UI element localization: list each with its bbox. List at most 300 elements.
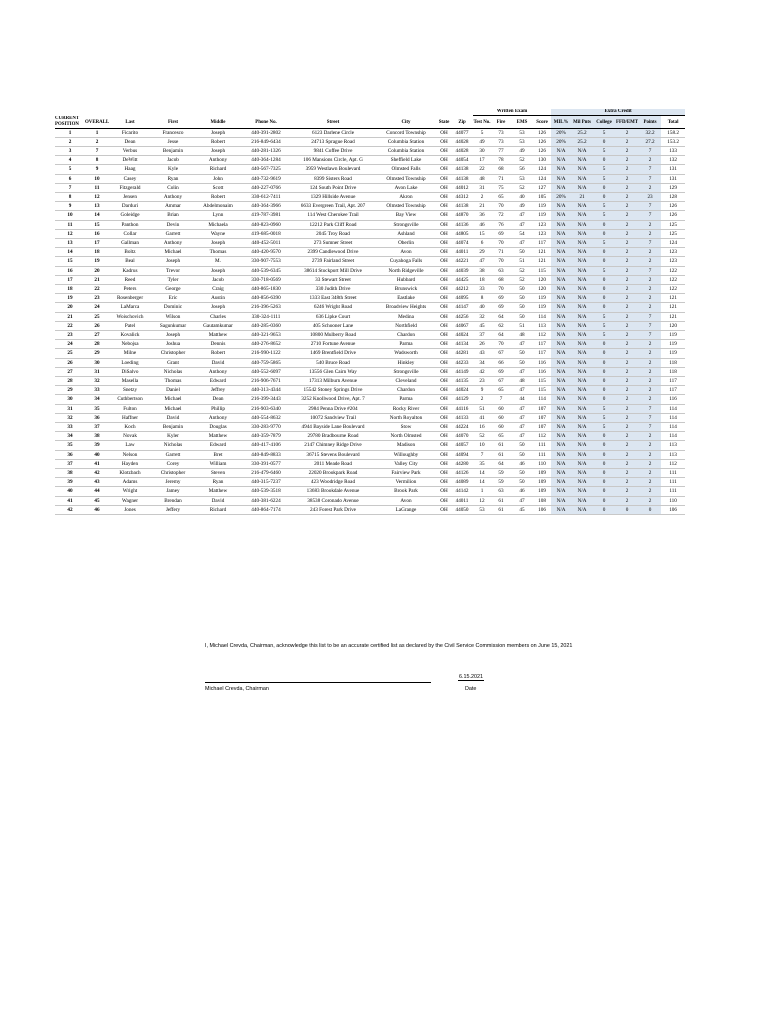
- cell-state: OH: [437, 478, 451, 487]
- cell-current-position: 27: [55, 367, 85, 376]
- cell-ffd-emt: 2: [615, 202, 639, 211]
- cell-fire: 61: [491, 450, 511, 459]
- cell-ems: 50: [511, 248, 533, 257]
- cell-ems: 47: [511, 340, 533, 349]
- cell-overall: 38: [85, 432, 109, 441]
- cell-total: 122: [661, 266, 685, 275]
- cell-fire: 68: [491, 165, 511, 174]
- cell-current-position: 7: [55, 183, 85, 192]
- col-ems: EMS: [511, 116, 533, 129]
- cell-college: 0: [593, 395, 615, 404]
- cell-total: 122: [661, 275, 685, 284]
- table-row: [55, 478, 685, 487]
- table-row: [55, 469, 685, 478]
- cell-college: 0: [593, 229, 615, 238]
- cell-street: 540 Bruce Road: [291, 358, 375, 367]
- cell-middle: Austin: [195, 294, 241, 303]
- cell-first: Michael: [151, 248, 195, 257]
- cell-score: 124: [533, 174, 551, 183]
- cell-zip: 44011: [451, 496, 473, 505]
- cell-zip: 44147: [451, 303, 473, 312]
- cell-test-no: 14: [473, 478, 491, 487]
- cell-mil: N/A: [551, 275, 571, 284]
- cell-mil-pnts: N/A: [571, 340, 593, 349]
- cell-points: 7: [639, 423, 661, 432]
- cell-phone: 440-364-3966: [241, 202, 291, 211]
- cell-points: 7: [639, 404, 661, 413]
- cell-state: OH: [437, 156, 451, 165]
- cell-city: Strongsville: [375, 220, 437, 229]
- cell-ffd-emt: 2: [615, 478, 639, 487]
- cell-street: 3252 Knollwood Drive, Apt. 7: [291, 395, 375, 404]
- cell-phone: 216-396-5263: [241, 303, 291, 312]
- cell-current-position: 8: [55, 192, 85, 201]
- cell-mil-pnts: N/A: [571, 441, 593, 450]
- cell-city: Parma: [375, 340, 437, 349]
- cell-fire: 73: [491, 137, 511, 146]
- cell-city: Cleveland: [375, 376, 437, 385]
- cell-last: Wright: [109, 487, 151, 496]
- cell-ffd-emt: 2: [615, 413, 639, 422]
- cell-state: OH: [437, 358, 451, 367]
- cell-city: Akron: [375, 192, 437, 201]
- cell-ems: 47: [511, 220, 533, 229]
- cell-current-position: 35: [55, 441, 85, 450]
- cell-mil: N/A: [551, 183, 571, 192]
- cell-test-no: 47: [473, 257, 491, 266]
- cell-middle: Joseph: [195, 238, 241, 247]
- cell-test-no: 8: [473, 294, 491, 303]
- cell-phone: 216-903-6340: [241, 404, 291, 413]
- cell-zip: 44039: [451, 266, 473, 275]
- cell-mil-pnts: N/A: [571, 432, 593, 441]
- cell-mil-pnts: N/A: [571, 358, 593, 367]
- cell-mil: N/A: [551, 478, 571, 487]
- cell-zip: 44116: [451, 404, 473, 413]
- cell-last: Verbus: [109, 146, 151, 155]
- cell-city: Avon: [375, 496, 437, 505]
- cell-score: 115: [533, 266, 551, 275]
- cell-test-no: 10: [473, 441, 491, 450]
- cell-current-position: 32: [55, 413, 85, 422]
- cell-middle: Abdelmonaim: [195, 202, 241, 211]
- cell-college: 5: [593, 330, 615, 339]
- cell-zip: 44425: [451, 275, 473, 284]
- cell-city: North Royalton: [375, 413, 437, 422]
- cell-ffd-emt: 2: [615, 183, 639, 192]
- cell-state: OH: [437, 386, 451, 395]
- cell-points: 7: [639, 413, 661, 422]
- cell-phone: 440-420-9570: [241, 248, 291, 257]
- cell-points: 32.2: [639, 128, 661, 137]
- cell-fire: 70: [491, 202, 511, 211]
- cell-score: 119: [533, 303, 551, 312]
- cell-points: 7: [639, 146, 661, 155]
- cell-college: 0: [593, 441, 615, 450]
- cell-last: Masella: [109, 376, 151, 385]
- cell-score: 111: [533, 441, 551, 450]
- date-value: 6.15.2021: [459, 674, 483, 680]
- cell-ems: 50: [511, 441, 533, 450]
- cell-first: Colin: [151, 183, 195, 192]
- written-exam-group: Written Exam: [473, 109, 551, 116]
- cell-total: 153.2: [661, 137, 685, 146]
- cell-current-position: 30: [55, 395, 85, 404]
- cell-phone: 440-364-1284: [241, 156, 291, 165]
- cell-fire: 70: [491, 257, 511, 266]
- cell-first: Garrett: [151, 450, 195, 459]
- cell-mil-pnts: N/A: [571, 376, 593, 385]
- cell-state: OH: [437, 330, 451, 339]
- cell-overall: 39: [85, 441, 109, 450]
- cell-test-no: 2: [473, 395, 491, 404]
- cell-overall: 43: [85, 478, 109, 487]
- cell-last: Ficarito: [109, 128, 151, 137]
- cell-test-no: 2: [473, 192, 491, 201]
- cell-city: Oberlin: [375, 238, 437, 247]
- cell-current-position: 25: [55, 349, 85, 358]
- cell-first: Devin: [151, 220, 195, 229]
- cell-first: Michael: [151, 395, 195, 404]
- cell-zip: 44089: [451, 478, 473, 487]
- cell-fire: 62: [491, 321, 511, 330]
- cell-mil-pnts: N/A: [571, 156, 593, 165]
- cell-city: North Ridgeville: [375, 266, 437, 275]
- cell-total: 110: [661, 496, 685, 505]
- cell-college: 0: [593, 257, 615, 266]
- cell-zip: 44133: [451, 413, 473, 422]
- cell-ems: 47: [511, 211, 533, 220]
- cell-mil: N/A: [551, 340, 571, 349]
- cell-middle: Joseph: [195, 303, 241, 312]
- cell-fire: 60: [491, 423, 511, 432]
- cell-score: 111: [533, 450, 551, 459]
- cell-points: 2: [639, 275, 661, 284]
- cell-middle: Robert: [195, 192, 241, 201]
- cell-ffd-emt: 2: [615, 496, 639, 505]
- cell-total: 113: [661, 450, 685, 459]
- cell-last: Snetzy: [109, 386, 151, 395]
- col-mil-pnts: Mil Pnts: [571, 116, 593, 129]
- cell-current-position: 37: [55, 459, 85, 468]
- cell-zip: 44281: [451, 349, 473, 358]
- cell-mil-pnts: 25.2: [571, 137, 593, 146]
- cell-points: 2: [639, 220, 661, 229]
- cell-state: OH: [437, 165, 451, 174]
- cell-last: Klotzbach: [109, 469, 151, 478]
- cell-state: OH: [437, 174, 451, 183]
- table-body: [55, 128, 685, 515]
- cell-current-position: 34: [55, 432, 85, 441]
- cell-ffd-emt: 2: [615, 376, 639, 385]
- cell-points: 0: [639, 505, 661, 514]
- cell-current-position: 41: [55, 496, 85, 505]
- col-score: Score: [533, 116, 551, 129]
- acknowledgement-text: I, Michael Crevda, Chairman, acknowledge this list to be an accurate certified list as declared by the Civil Service Commission members on June 15, 2021: [205, 643, 573, 649]
- cell-mil-pnts: N/A: [571, 183, 593, 192]
- cell-ffd-emt: 2: [615, 284, 639, 293]
- cell-current-position: 17: [55, 275, 85, 284]
- cell-zip: 44233: [451, 358, 473, 367]
- table-row: [55, 459, 685, 468]
- cell-state: OH: [437, 146, 451, 155]
- cell-score: 117: [533, 238, 551, 247]
- cell-city: Broadview Heights: [375, 303, 437, 312]
- cell-college: 5: [593, 165, 615, 174]
- cell-college: 0: [593, 303, 615, 312]
- cell-street: 6633 Evergreen Trail, Apt. 207: [291, 202, 375, 211]
- cell-ems: 50: [511, 284, 533, 293]
- cell-middle: Edward: [195, 376, 241, 385]
- cell-first: Thomas: [151, 376, 195, 385]
- cell-total: 123: [661, 248, 685, 257]
- cell-first: Brian: [151, 211, 195, 220]
- cell-ems: 52: [511, 183, 533, 192]
- cell-phone: 440-539-3518: [241, 487, 291, 496]
- cell-last: Darduri: [109, 202, 151, 211]
- cell-middle: M.: [195, 257, 241, 266]
- cell-mil-pnts: N/A: [571, 496, 593, 505]
- cell-last: Woischovich: [109, 312, 151, 321]
- cell-college: 0: [593, 349, 615, 358]
- col-current-position: CURRENT POSITION: [55, 116, 85, 129]
- cell-zip: 44134: [451, 340, 473, 349]
- cell-city: Stow: [375, 423, 437, 432]
- cell-middle: Richard: [195, 165, 241, 174]
- cell-ems: 50: [511, 469, 533, 478]
- cell-ffd-emt: 2: [615, 358, 639, 367]
- cell-city: Chardon: [375, 386, 437, 395]
- cell-ffd-emt: 2: [615, 312, 639, 321]
- cell-first: Eric: [151, 294, 195, 303]
- cell-middle: Matthew: [195, 487, 241, 496]
- cell-city: Wadsworth: [375, 349, 437, 358]
- cell-overall: 45: [85, 496, 109, 505]
- cell-overall: 1: [85, 128, 109, 137]
- cell-street: 13683 Brookdale Avenue: [291, 487, 375, 496]
- cell-points: 2: [639, 257, 661, 266]
- cell-mil: N/A: [551, 487, 571, 496]
- cell-last: Kovalick: [109, 330, 151, 339]
- cell-last: Jensen: [109, 192, 151, 201]
- cell-college: 5: [593, 423, 615, 432]
- cell-middle: Anthony: [195, 367, 241, 376]
- cell-total: 114: [661, 423, 685, 432]
- cell-state: OH: [437, 349, 451, 358]
- cell-zip: 44070: [451, 432, 473, 441]
- cell-street: 38614 Stockport Mill Drive: [291, 266, 375, 275]
- cell-mil: N/A: [551, 441, 571, 450]
- cell-college: 0: [593, 505, 615, 514]
- cell-fire: 7: [491, 395, 511, 404]
- cell-street: 1333 East 348th Street: [291, 294, 375, 303]
- cell-street: 17313 Milburn Avenue: [291, 376, 375, 385]
- cell-fire: 69: [491, 294, 511, 303]
- cell-overall: 2: [85, 137, 109, 146]
- cell-street: 106 Mansions Circle, Apt. G: [291, 156, 375, 165]
- cell-fire: 61: [491, 441, 511, 450]
- cell-zip: 44142: [451, 487, 473, 496]
- table-row: [55, 413, 685, 422]
- cell-state: OH: [437, 284, 451, 293]
- table-row: [55, 266, 685, 275]
- cell-phone: 330-391-0577: [241, 459, 291, 468]
- cell-ffd-emt: 2: [615, 303, 639, 312]
- cell-points: 2: [639, 367, 661, 376]
- cell-last: Kadrus: [109, 266, 151, 275]
- col-college: College: [593, 116, 615, 129]
- table-row: [55, 294, 685, 303]
- cell-zip: 44312: [451, 192, 473, 201]
- cell-test-no: 41: [473, 413, 491, 422]
- table-row: [55, 183, 685, 192]
- cell-last: Fitzgerald: [109, 183, 151, 192]
- cell-last: Gallman: [109, 238, 151, 247]
- cell-zip: 44067: [451, 321, 473, 330]
- cell-first: Ammar: [151, 202, 195, 211]
- cell-last: DeWitt: [109, 156, 151, 165]
- cell-college: 0: [593, 220, 615, 229]
- cell-mil: N/A: [551, 284, 571, 293]
- cell-overall: 10: [85, 174, 109, 183]
- cell-mil: N/A: [551, 349, 571, 358]
- cell-score: 107: [533, 423, 551, 432]
- cell-first: Garrett: [151, 229, 195, 238]
- cell-middle: Anthony: [195, 156, 241, 165]
- cell-college: 0: [593, 496, 615, 505]
- cell-test-no: 26: [473, 340, 491, 349]
- cell-city: Avon Lake: [375, 183, 437, 192]
- col-points: Points: [639, 116, 661, 129]
- cell-phone: 440-856-6390: [241, 294, 291, 303]
- cell-fire: 60: [491, 404, 511, 413]
- cell-current-position: 1: [55, 128, 85, 137]
- cell-college: 5: [593, 238, 615, 247]
- cell-phone: 440-281-1326: [241, 146, 291, 155]
- cell-middle: Matthew: [195, 330, 241, 339]
- table-row: [55, 220, 685, 229]
- cell-middle: Lynn: [195, 211, 241, 220]
- cell-fire: 72: [491, 211, 511, 220]
- cell-fire: 71: [491, 174, 511, 183]
- cell-overall: 11: [85, 183, 109, 192]
- cell-phone: 440-567-7325: [241, 165, 291, 174]
- cell-points: 2: [639, 358, 661, 367]
- cell-middle: Matthew: [195, 432, 241, 441]
- cell-state: OH: [437, 248, 451, 257]
- cell-points: 2: [639, 487, 661, 496]
- cell-overall: 16: [85, 229, 109, 238]
- cell-ems: 48: [511, 330, 533, 339]
- cell-ems: 50: [511, 478, 533, 487]
- cell-current-position: 33: [55, 423, 85, 432]
- cell-mil: N/A: [551, 330, 571, 339]
- cell-overall: 35: [85, 404, 109, 413]
- cell-ffd-emt: 2: [615, 248, 639, 257]
- cell-overall: 33: [85, 386, 109, 395]
- cell-score: 109: [533, 469, 551, 478]
- cell-overall: 7: [85, 146, 109, 155]
- cell-ems: 49: [511, 202, 533, 211]
- cell-last: Haffner: [109, 413, 151, 422]
- cell-first: Joseph: [151, 257, 195, 266]
- cell-current-position: 11: [55, 220, 85, 229]
- cell-street: 38538 Coronado Avenue: [291, 496, 375, 505]
- cell-last: Fulton: [109, 404, 151, 413]
- cell-overall: 30: [85, 358, 109, 367]
- cell-city: Willoughby: [375, 450, 437, 459]
- cell-current-position: 40: [55, 487, 85, 496]
- cell-street: 15542 Stoney Springs Drive: [291, 386, 375, 395]
- cell-college: 0: [593, 386, 615, 395]
- cell-last: Panthon: [109, 220, 151, 229]
- cell-college: 5: [593, 413, 615, 422]
- cell-overall: 17: [85, 238, 109, 247]
- cell-first: Brendan: [151, 496, 195, 505]
- cell-overall: 12: [85, 192, 109, 201]
- cell-score: 108: [533, 496, 551, 505]
- col-ffd-emt: FFD/EMT: [615, 116, 639, 129]
- cell-ems: 47: [511, 413, 533, 422]
- cell-mil: N/A: [551, 321, 571, 330]
- cell-ffd-emt: 2: [615, 469, 639, 478]
- table-row: [55, 496, 685, 505]
- cell-score: 119: [533, 211, 551, 220]
- cell-street: 2147 Chimney Ridge Drive: [291, 441, 375, 450]
- cell-current-position: 10: [55, 211, 85, 220]
- cell-total: 121: [661, 312, 685, 321]
- cell-city: Olmsted Falls: [375, 165, 437, 174]
- cell-state: OH: [437, 192, 451, 201]
- cell-street: 29780 Bradbourne Road: [291, 432, 375, 441]
- cell-last: Nebojsa: [109, 340, 151, 349]
- cell-city: Fairview Park: [375, 469, 437, 478]
- cell-test-no: 33: [473, 284, 491, 293]
- cell-state: OH: [437, 505, 451, 514]
- cell-street: 1469 Brentfield Drive: [291, 349, 375, 358]
- cell-phone: 440-381-6224: [241, 496, 291, 505]
- cell-fire: 64: [491, 330, 511, 339]
- cell-zip: 44074: [451, 238, 473, 247]
- cell-fire: 69: [491, 303, 511, 312]
- cell-points: 2: [639, 386, 661, 395]
- cell-state: OH: [437, 294, 451, 303]
- cell-last: Boltz: [109, 248, 151, 257]
- cell-mil-pnts: N/A: [571, 220, 593, 229]
- cell-zip: 44136: [451, 220, 473, 229]
- cell-zip: 44138: [451, 165, 473, 174]
- cell-mil-pnts: N/A: [571, 349, 593, 358]
- cell-middle: Michaela: [195, 220, 241, 229]
- cell-first: Sagunkumar: [151, 321, 195, 330]
- cell-score: 110: [533, 459, 551, 468]
- cell-first: Corey: [151, 459, 195, 468]
- cell-mil-pnts: N/A: [571, 459, 593, 468]
- cell-test-no: 9: [473, 386, 491, 395]
- column-header-row: [55, 116, 685, 129]
- table-row: [55, 386, 685, 395]
- cell-phone: 440-391-2802: [241, 128, 291, 137]
- cell-college: 0: [593, 358, 615, 367]
- cell-test-no: 37: [473, 330, 491, 339]
- cell-test-no: 7: [473, 450, 491, 459]
- cell-ems: 50: [511, 349, 533, 358]
- cell-ffd-emt: 2: [615, 487, 639, 496]
- cell-mil-pnts: N/A: [571, 238, 593, 247]
- cell-street: 2045 Troy Road: [291, 229, 375, 238]
- cell-city: Bay View: [375, 211, 437, 220]
- cell-score: 121: [533, 257, 551, 266]
